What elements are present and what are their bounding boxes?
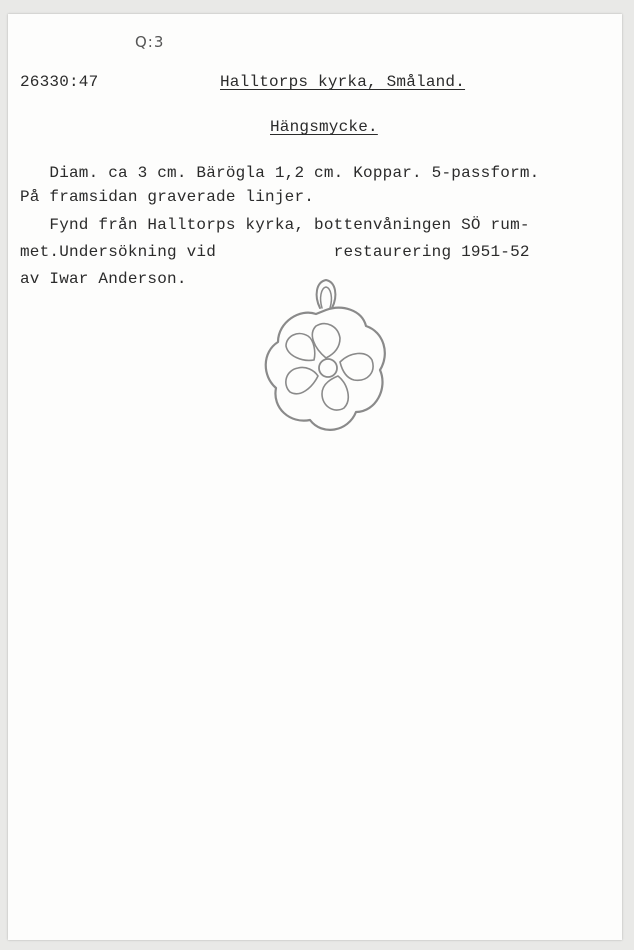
object-title: Hängsmycke. [270, 118, 378, 136]
description-line-4: met.Undersökning vid restaurering 1951-52 [20, 243, 530, 261]
pendant-drawing [256, 274, 396, 454]
catalog-number: 26330:47 [20, 73, 99, 91]
description-line-2: På framsidan graverade linjer. [20, 188, 315, 206]
catalog-card [8, 14, 622, 940]
location-title: Halltorps kyrka, Småland. [220, 73, 466, 91]
handwritten-number: Q:3 [135, 33, 165, 51]
description-line-3: Fynd från Halltorps kyrka, bottenvåningen SÖ rum- [20, 216, 530, 234]
description-line-1: Diam. ca 3 cm. Bärögla 1,2 cm. Koppar. 5-passform. [20, 164, 540, 182]
description-line-5: av Iwar Anderson. [20, 270, 187, 288]
